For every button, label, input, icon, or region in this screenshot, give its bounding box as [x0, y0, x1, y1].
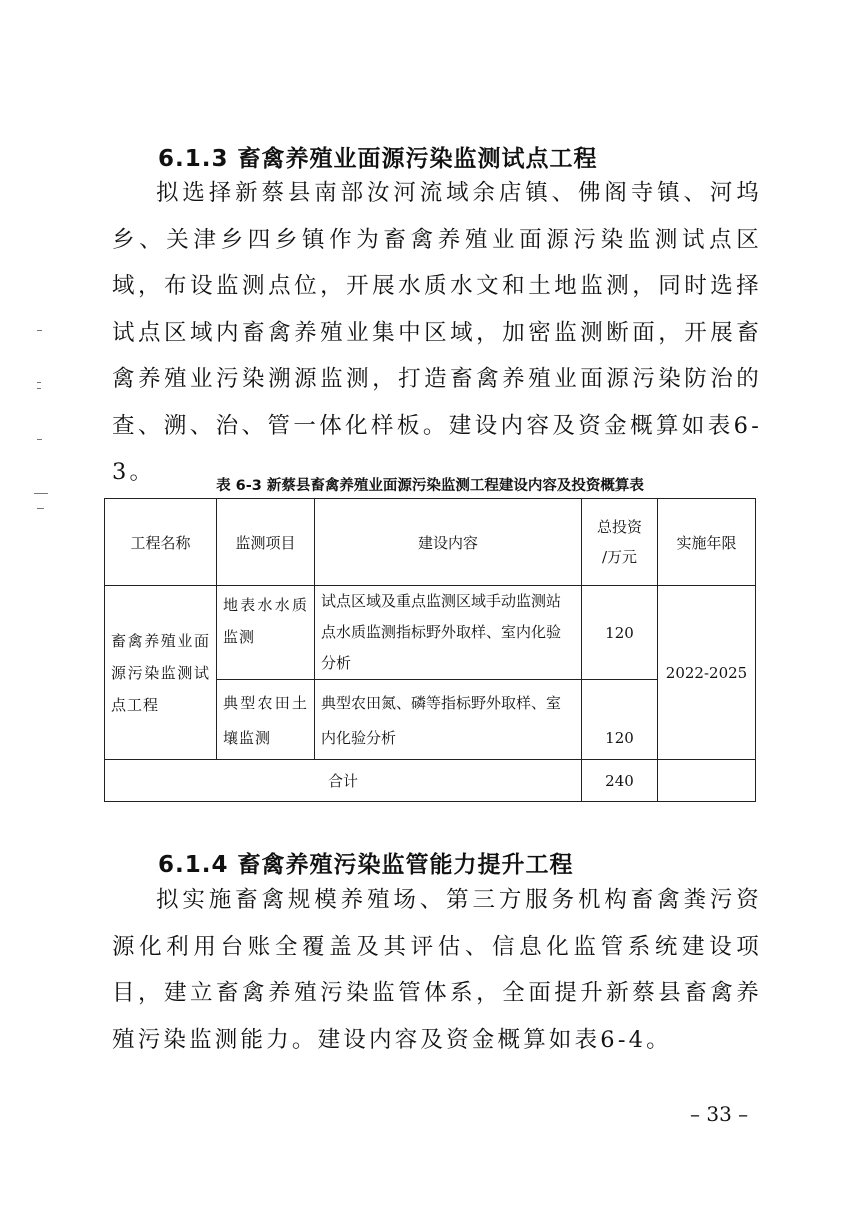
- budget-table: [104, 498, 756, 802]
- period-cell: 2022-2025: [658, 586, 756, 760]
- section-paragraph-6-1-4: 拟实施畜禽规模养殖场、第三方服务机构畜禽粪污资源化利用台账全覆盖及其评估、信息化监管系统建设项目，建立畜禽养殖污染监管体系，全面提升新蔡县畜禽养殖污染监测能力。建设内容及资金概算如表6-4。: [112, 887, 762, 1053]
- investment-cell: 120: [582, 680, 658, 760]
- table-caption: 表 6-3 新蔡县畜禽养殖业面源污染监测工程建设内容及投资概算表: [216, 478, 644, 494]
- total-label-cell: 合计: [105, 760, 582, 802]
- header-investment-line1: 总投资: [596, 518, 642, 536]
- total-value-cell: 240: [582, 760, 658, 802]
- margin-mark: [37, 388, 41, 389]
- construction-content-cell: 典型农田氮、磷等指标野外取样、室内化验分析: [315, 680, 582, 760]
- margin-mark: [37, 508, 44, 509]
- header-monitoring-item: 监测项目: [217, 499, 315, 586]
- project-name-cell: 畜禽养殖业面源污染监测试点工程: [105, 586, 217, 760]
- margin-mark: [37, 382, 41, 383]
- total-row: [105, 760, 756, 802]
- section-heading-6-1-3: 6.1.3 畜禽养殖业面源污染监测试点工程: [158, 146, 598, 172]
- investment-cell: 120: [582, 586, 658, 680]
- margin-mark: [37, 439, 42, 440]
- table-row: [105, 586, 756, 680]
- section-paragraph-6-1-3: 拟选择新蔡县南部汝河流域余店镇、佛阁寺镇、河坞乡、关津乡四乡镇作为畜禽养殖业面源污染监测试点区域，布设监测点位，开展水质水文和土地监测，同时选择试点区域内畜禽养殖业集中区域，加密监测断面，开展畜禽养殖业污染溯源监测，打造畜禽养殖业面源污染防治的查、溯、治、管一体化样板。建设内容及资金概算如表6-3。: [112, 180, 762, 485]
- construction-content-cell: 试点区域及重点监测区域手动监测站点水质监测指标野外取样、室内化验分析: [315, 586, 582, 680]
- header-investment: [582, 499, 658, 586]
- header-project-name: 工程名称: [105, 499, 217, 586]
- monitoring-item-cell: 典型农田土壤监测: [217, 680, 315, 760]
- table-header-row: [105, 499, 756, 586]
- monitoring-item-cell: 地表水水质监测: [217, 586, 315, 680]
- page-number: – 33 –: [690, 1102, 749, 1126]
- header-period: 实施年限: [658, 499, 756, 586]
- total-period-cell: [658, 760, 756, 802]
- margin-mark: [37, 330, 42, 331]
- header-investment-line2: /万元: [601, 548, 638, 566]
- header-construction-content: 建设内容: [315, 499, 582, 586]
- section-heading-6-1-4: 6.1.4 畜禽养殖污染监管能力提升工程: [158, 852, 574, 878]
